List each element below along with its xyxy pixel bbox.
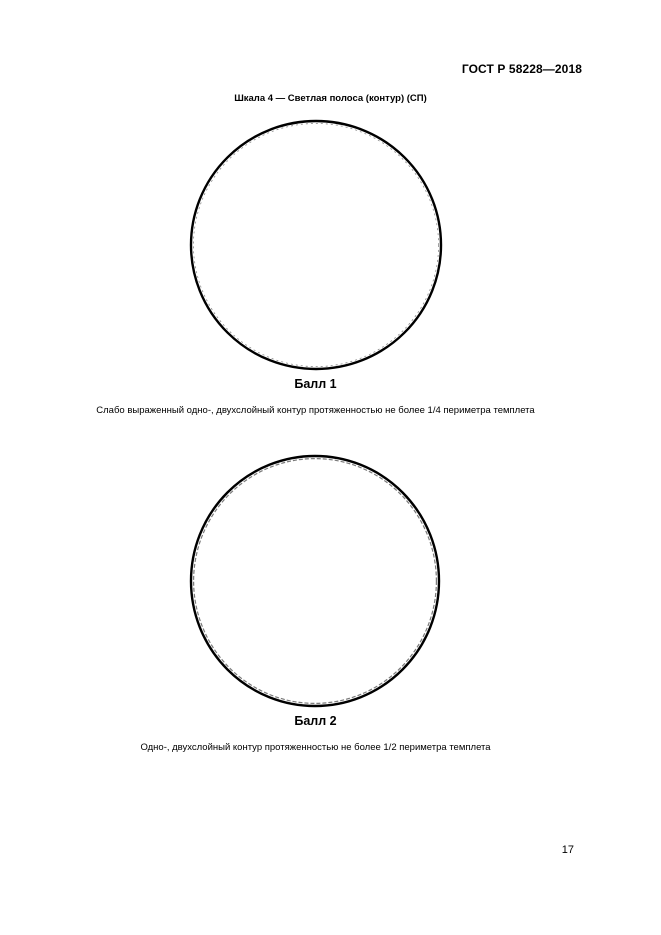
specimen-disc-grade-2	[186, 454, 446, 710]
grade-1-description: Слабо выраженный одно-, двухслойный контур протяженностью не более 1/4 периметра темплета	[96, 405, 535, 416]
grade-2-description: Одно-, двухслойный контур протяженностью не более 1/2 периметра темплета	[140, 742, 491, 753]
scale-title: Шкала 4 — Светлая полоса (контур) (СП)	[234, 93, 427, 104]
page-number: 17	[561, 844, 574, 856]
grade-2-label: Балл 2	[294, 714, 337, 728]
grade-1-label: Балл 1	[294, 377, 337, 391]
specimen-disc-grade-1	[186, 118, 446, 374]
document-code: ГОСТ Р 58228—2018	[461, 62, 582, 76]
